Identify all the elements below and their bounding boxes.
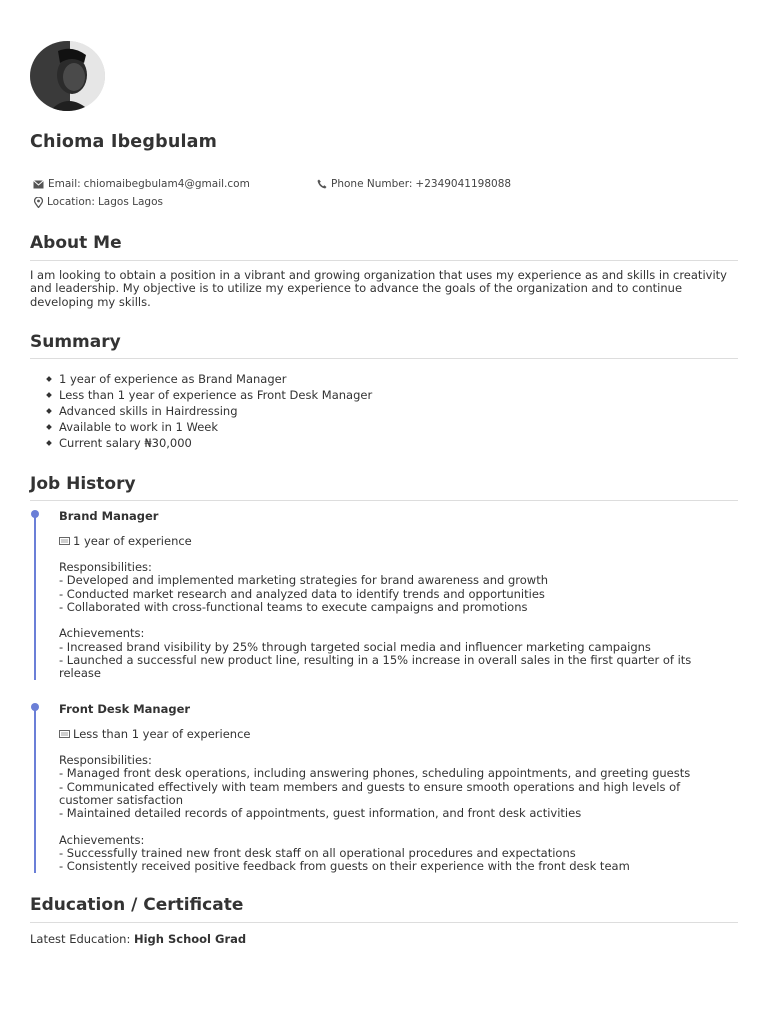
- location-label: Location:: [47, 196, 95, 208]
- education-heading: Education / Certificate: [30, 895, 244, 915]
- summary-item: [30, 419, 372, 435]
- email-label: Email:: [48, 178, 81, 190]
- phone-icon: [317, 179, 327, 189]
- email-contact: [33, 178, 250, 190]
- envelope-icon: [33, 180, 44, 189]
- achievement-item: - Successfully trained new front desk staff on all operational procedures and expectations: [59, 846, 576, 861]
- education-value: High School Grad: [133, 932, 247, 946]
- summary-divider: [30, 358, 738, 359]
- summary-heading: Summary: [30, 332, 121, 352]
- achievement-item: - Launched a successful new product line, resulting in a 15% increase in overall sales in the first quarter of its release: [59, 653, 692, 681]
- achievements-label: Achievements:: [59, 832, 145, 847]
- achievement-item: - Increased brand visibility by 25% through targeted social media and influencer marketing campaigns: [59, 639, 651, 654]
- timeline-dot: [31, 703, 39, 711]
- job-description: [59, 754, 729, 874]
- spacer: [59, 614, 729, 627]
- summary-item-text: Advanced skills in Hairdressing: [59, 404, 238, 418]
- bullet-icon: [46, 424, 52, 430]
- map-pin-icon: [34, 197, 43, 208]
- about-text: I am looking to obtain a position in a vibrant and growing organization that uses my experience as and skills in creativity and leadership. My objective is to utilize my experience to advance the goals of the organization and to continue developing my skills.: [30, 268, 727, 309]
- summary-list: [30, 371, 372, 451]
- location-value: Lagos Lagos: [97, 196, 163, 208]
- job-history-divider: [30, 500, 738, 501]
- achievement-item: - Consistently received positive feedback from guests on their experience with the front desk team: [59, 859, 630, 874]
- job-experience-text: 1 year of experience: [73, 534, 192, 548]
- about-heading: About Me: [30, 233, 122, 253]
- spacer: [59, 820, 729, 833]
- bullet-icon: [46, 392, 52, 398]
- responsibility-item: - Maintained detailed records of appointments, guest information, and front desk activities: [59, 806, 582, 821]
- education-divider: [30, 922, 738, 923]
- summary-item: [30, 371, 372, 387]
- location-contact: [34, 196, 163, 208]
- job-title: Front Desk Manager: [59, 702, 191, 716]
- responsibility-item: - Collaborated with cross-functional teams to execute campaigns and promotions: [59, 599, 528, 614]
- responsibility-item: - Communicated effectively with team members and guests to ensure smooth operations and high levels of customer satisfaction: [59, 779, 681, 807]
- candidate-name: Chioma Ibegbulam: [30, 132, 218, 152]
- summary-item-text: Current salary ₦30,000: [59, 436, 192, 450]
- about-divider: [30, 260, 738, 261]
- timeline-line: [34, 512, 36, 680]
- bullet-icon: [46, 440, 52, 446]
- job-description: [59, 561, 729, 681]
- job-title: Brand Manager: [59, 509, 159, 523]
- achievements-label: Achievements:: [59, 626, 145, 641]
- summary-item-text: Less than 1 year of experience as Front Desk Manager: [59, 388, 373, 402]
- briefcase-icon: [59, 730, 70, 738]
- phone-value[interactable]: +2349041198088: [415, 178, 512, 190]
- responsibility-item: - Developed and implemented marketing strategies for brand awareness and growth: [59, 573, 549, 588]
- summary-item: [30, 387, 372, 403]
- bullet-icon: [46, 376, 52, 382]
- job-history-heading: Job History: [30, 474, 136, 494]
- timeline-line: [34, 705, 36, 873]
- phone-label: Phone Number:: [331, 178, 413, 190]
- responsibilities-label: Responsibilities:: [59, 753, 152, 767]
- bullet-icon: [46, 408, 52, 414]
- job-experience: [59, 727, 250, 741]
- responsibilities-label: Responsibilities:: [59, 560, 152, 574]
- summary-item-text: Available to work in 1 Week: [59, 420, 219, 434]
- latest-education: [30, 932, 246, 946]
- phone-contact: [317, 178, 511, 190]
- responsibility-item: - Managed front desk operations, including answering phones, scheduling appointments, and greeting guests: [59, 766, 691, 781]
- responsibility-item: - Conducted market research and analyzed data to identify trends and opportunities: [59, 586, 545, 601]
- education-label: Latest Education:: [30, 932, 131, 946]
- job-experience-text: Less than 1 year of experience: [73, 727, 251, 741]
- email-value[interactable]: chiomaibegbulam4@gmail.com: [83, 178, 250, 190]
- profile-photo: [30, 41, 105, 111]
- summary-item: [30, 435, 372, 451]
- job-experience: [59, 534, 192, 548]
- summary-item-text: 1 year of experience as Brand Manager: [59, 372, 287, 386]
- summary-item: [30, 403, 372, 419]
- avatar: [30, 41, 105, 111]
- timeline-dot: [31, 510, 39, 518]
- briefcase-icon: [59, 537, 70, 545]
